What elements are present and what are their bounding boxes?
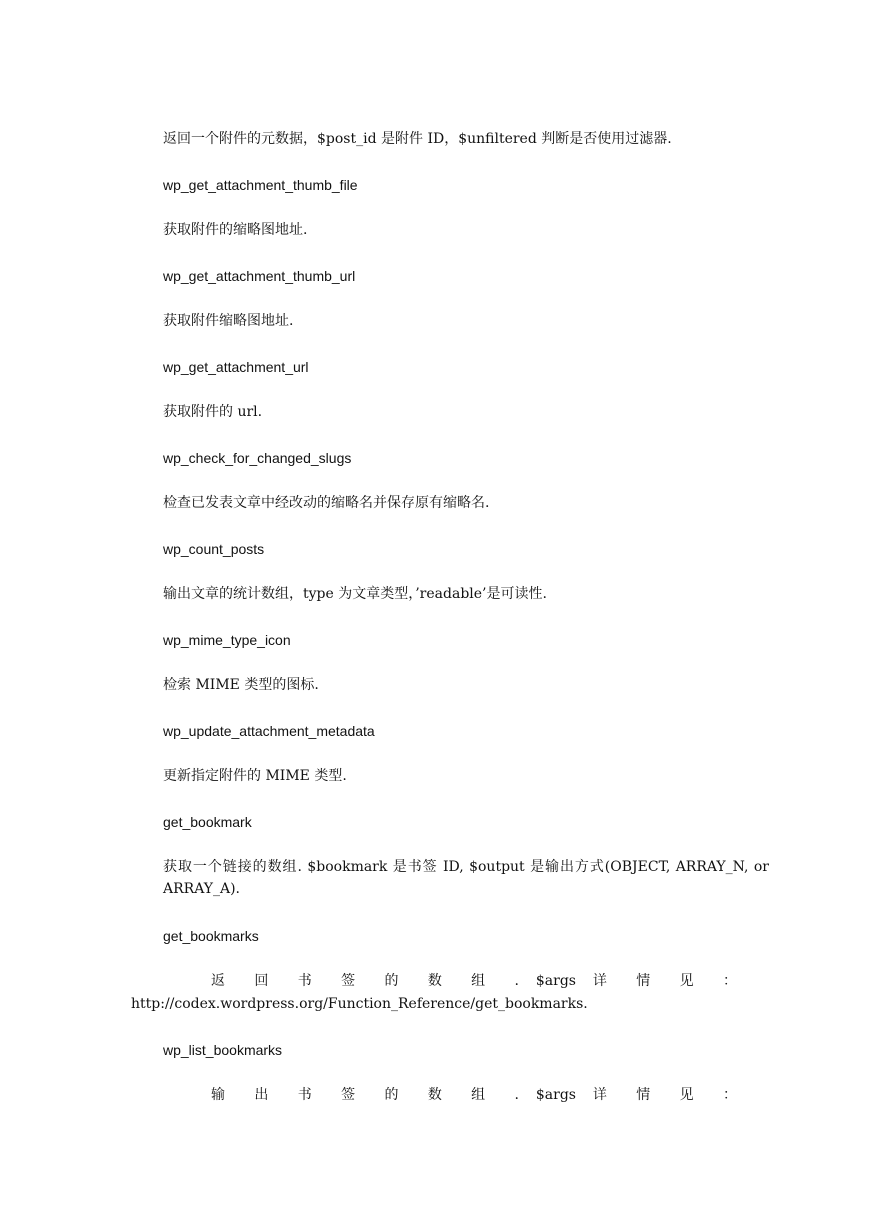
function-name-get-bookmark: get_bookmark xyxy=(163,814,252,830)
function-name-changed-slugs: wp_check_for_changed_slugs xyxy=(163,450,352,466)
function-name-thumb-url: wp_get_attachment_thumb_url xyxy=(163,268,356,284)
function-name-mime-type-icon: wp_mime_type_icon xyxy=(163,632,291,648)
function-name-thumb-file: wp_get_attachment_thumb_file xyxy=(163,177,358,193)
paragraph-attachment-metadata: 返回一个附件的元数据，$post_id 是附件 ID，$unfiltered 判断是否使用过滤器. xyxy=(163,131,672,147)
paragraph-list-bookmarks-line-1: 输 出 书 签 的 数 组 . $args 详 情 见 ： xyxy=(211,1087,737,1103)
function-name-update-attachment-metadata: wp_update_attachment_metadata xyxy=(163,723,375,739)
paragraph-update-attachment-metadata: 更新指定附件的 MIME 类型. xyxy=(163,768,347,784)
paragraph-changed-slugs: 检查已发表文章中经改动的缩略名并保存原有缩略名. xyxy=(163,495,490,511)
paragraph-mime-type-icon: 检索 MIME 类型的图标. xyxy=(163,677,319,693)
paragraph-get-bookmarks-line-1: 返 回 书 签 的 数 组 . $args 详 情 见 ： xyxy=(211,973,737,989)
paragraph-attachment-url: 获取附件的 url. xyxy=(163,404,263,420)
function-name-list-bookmarks: wp_list_bookmarks xyxy=(163,1042,283,1058)
function-name-get-bookmarks: get_bookmarks xyxy=(163,928,259,944)
function-name-count-posts: wp_count_posts xyxy=(163,541,265,557)
paragraph-get-bookmarks-url: http://codex.wordpress.org/Function_Reference/get_bookmarks. xyxy=(131,996,588,1012)
function-name-attachment-url: wp_get_attachment_url xyxy=(163,359,309,375)
paragraph-thumb-file: 获取附件的缩略图地址. xyxy=(163,222,308,238)
paragraph-get-bookmark: 获取一个链接的数组. $bookmark 是书签 ID, $output 是输出方式(OBJECT, ARRAY_N, or ARRAY_A). xyxy=(163,859,769,897)
paragraph-thumb-url: 获取附件缩略图地址. xyxy=(163,313,294,329)
paragraph-count-posts: 输出文章的统计数组，type 为文章类型，’readable’是可读性. xyxy=(163,586,547,602)
